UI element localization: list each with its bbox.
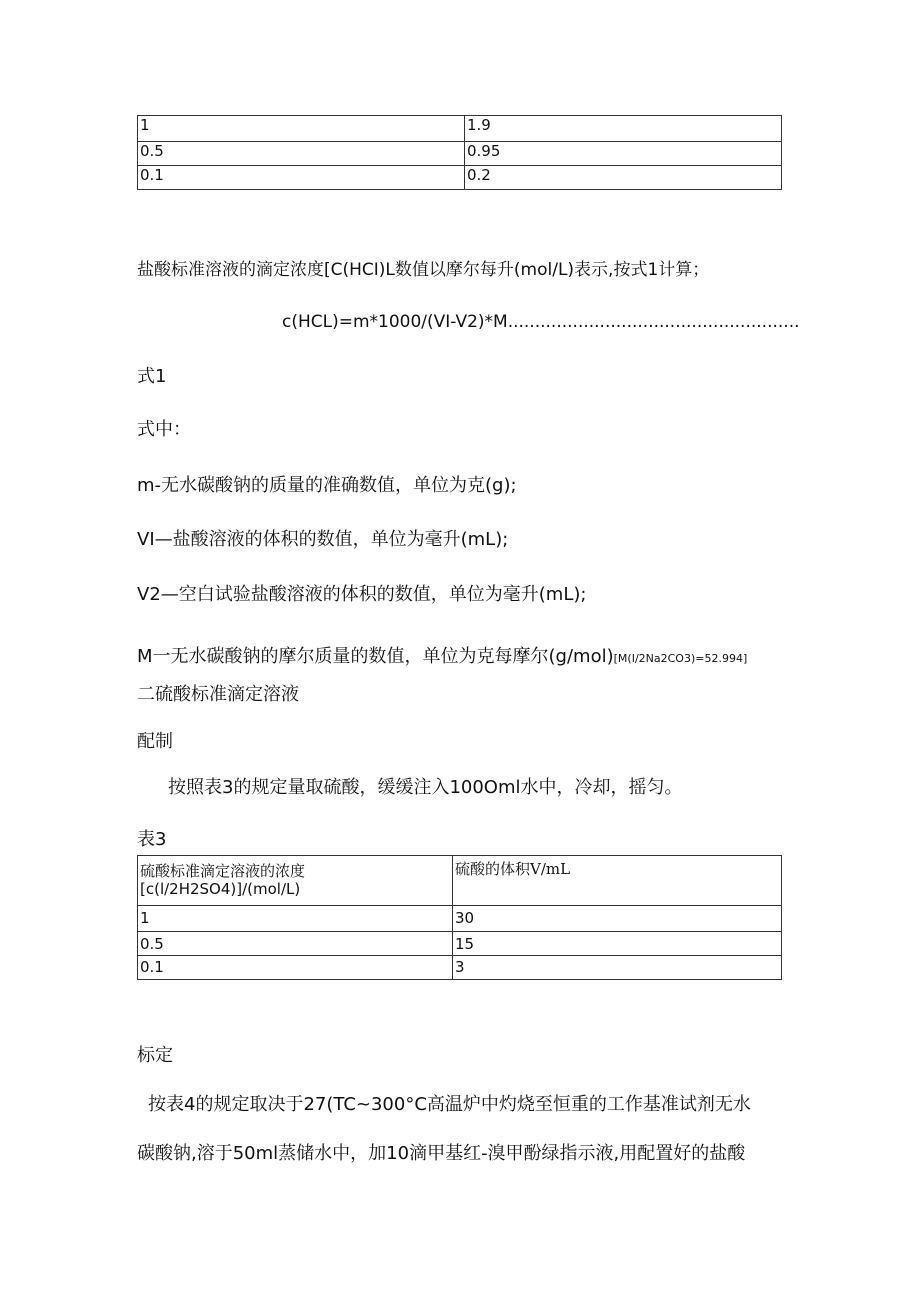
top-table xyxy=(137,115,782,190)
table-row xyxy=(138,906,782,932)
calib-label: 标定 xyxy=(137,1045,173,1066)
table-cell: 0.95 xyxy=(465,142,782,166)
table-header-concentration xyxy=(138,856,453,906)
definition-v1: VI—盐酸溶液的体积的数值，单位为毫升(mL); xyxy=(137,529,509,550)
table-row xyxy=(138,142,782,166)
table-cell: 0.5 xyxy=(138,932,453,956)
table-cell: 30 xyxy=(453,906,782,932)
table-cell: 1 xyxy=(138,906,453,932)
prep-label: 配制 xyxy=(137,731,173,752)
table3-label: 表3 xyxy=(137,829,167,850)
table-row xyxy=(138,932,782,956)
definition-molar-mass xyxy=(137,645,747,671)
definition-v2: V2—空白试验盐酸溶液的体积的数值，单位为毫升(mL); xyxy=(137,584,587,605)
table-row xyxy=(138,116,782,142)
table-3 xyxy=(137,855,782,980)
table-row xyxy=(138,956,782,980)
table-cell: 0.5 xyxy=(138,142,465,166)
section-title: 二硫酸标准滴定溶液 xyxy=(137,684,299,705)
prep-paragraph: 按照表3的规定量取硫酸，缓缓注入100Oml水中，冷却，摇匀。 xyxy=(168,777,683,798)
header-line: [c(l∕2H2SO4)]∕(mol∕L) xyxy=(140,880,301,898)
calib-line-1: 按表4的规定取决于27(TC~300°C高温炉中灼烧至恒重的工作基准试剂无水 xyxy=(148,1094,751,1115)
table-cell: 0.1 xyxy=(138,166,465,190)
table-cell: 0.1 xyxy=(138,956,453,980)
table-cell: 15 xyxy=(453,932,782,956)
where-label: 式中： xyxy=(137,419,191,440)
table-header-row xyxy=(138,856,782,906)
table-cell: 0.2 xyxy=(465,166,782,190)
definition-m: m-无水碳酸钠的质量的准确数值，单位为克(g); xyxy=(137,475,517,496)
formula-1: c(HCL)=m*1000∕(VI-V2)*M...................................................... xyxy=(282,312,800,332)
table-cell: 1.9 xyxy=(465,116,782,142)
definition-molar-mass-text: M一无水碳酸钠的摩尔质量的数值，单位为克每摩尔(g/mol) xyxy=(137,646,614,667)
formula-label: 式1 xyxy=(137,366,167,387)
calib-line-2: 碳酸钠,溶于50ml蒸储水中，加10滴甲基红-溴甲酚绿指示液,用配置好的盐酸 xyxy=(137,1143,746,1164)
table-cell: 1 xyxy=(138,116,465,142)
table-cell: 3 xyxy=(453,956,782,980)
table-row xyxy=(138,166,782,190)
table-header-volume: 硫酸的体积V/mL xyxy=(453,856,782,906)
molar-mass-note: [M(I∕2Na2CO3)=52.994] xyxy=(613,652,748,665)
hcl-intro-paragraph: 盐酸标准溶液的滴定浓度[C(HCI)L数值以摩尔每升(mol/L)表示,按式1计算； xyxy=(137,260,710,280)
header-line: 硫酸标准滴定溶液的浓度 xyxy=(140,862,306,880)
